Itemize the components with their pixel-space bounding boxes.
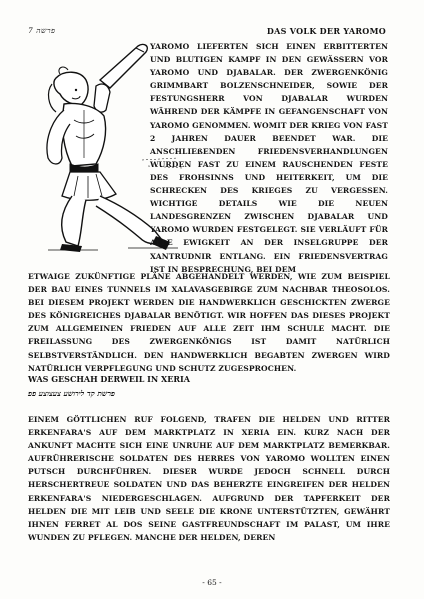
- page-header-title: DAS VOLK DER YAROMO: [266, 26, 386, 36]
- page-header-hebrew: פרשה 7: [28, 26, 56, 35]
- paragraph-intro: YAROMO LIEFERTEN SICH EINEN ERBITTERTEN UND BLUTIGEN KAMPF IN DEN GEWÄSSERN VOR YAROMO UND DJABALAR. DER ZWERGENKÖNIG GRIMMBART BOLZENSCHNEIDER, SOWIE DER FESTUNGSHERR VON DJABALAR WURDEN WÄHREND DER KÄMPFE IN GEFANGENSCHAFT VON YAROMO GENOMMEN. WOMIT DER KRIEG VON FAST 2 JAHREN DAUER BEENDET WAR. DIE ANSCHLIEßENDEN FRIEDENSVERHANDLUNGEN WURDEN FAST ZU EINEM RAUSCHENDEN FESTE DES FROHSINNS UND HEITERKEIT, UM DIE SCHRECKEN DES KRIEGES ZU VERGESSEN. WICHTIGE DETAILS WIE DIE NEUEN LANDESGRENZEN ZWISCHEN DJABALAR UND YAROMO WURDEN FESTGELEGT. SIE VERLÄUFT FÜR ALLE EWIGKEIT AN DER INSELGRUPPE DER XANTRUDNIR ENTLANG. EIN FRIEDENSVERTRAG IST IN BESPRECHUNG, BEI DEM: [150, 42, 388, 274]
- section-heading-hebrew: פרשת קד לירושע צעצוצע פפ: [28, 389, 115, 398]
- paragraph-xeria: EINEM GÖTTLICHEN RUF FOLGEND, TRAFEN DIE HELDEN UND RITTER ERKENFARA'S AUF DEM MARKTPLATZ IN XERIA EIN. KURZ NACH DER ANKUNFT MACHTE SICH EINE UNRUHE AUF DEM MARKTPLATZ BEMERKBAR. AUFRÜHRERISCHE SOLDATEN DES HERRES VON YAROMO WOLLTEN EINEN PUTSCH DURCHFÜHREN. DIESER WURDE JEDOCH SCHNELL DURCH HERSCHERTREUE SOLDATEN UND DAS BEHERZTE EINGREIFEN DER HELDEN ERKENFARA'S NIEDERGESCHLAGEN. AUFGRUND DER TAPFERKEIT DER HELDEN DIE MIT LEIB UND SEELE DIE KRONE UNTERSTÜTZTEN, GEWÄHRT IHNEN FERRET AL DOS SEINE GASTFREUNDSCHAFT IM PALAST, UM IHRE WUNDEN ZU PFLEGEN. MANCHE DER HELDEN, DEREN: [28, 415, 390, 542]
- section-heading: WAS GESCHAH DERWEIL IN XERIA: [28, 374, 190, 384]
- paragraph-treaty: ETWAIGE ZUKÜNFTIGE PLÄNE ABGEHANDELT WERDEN, WIE ZUM BEISPIEL DER BAU EINES TUNNELS IM XALAVASGEBIRGE ZUM NACHBAR THEOSOLOS. BEI DIESEM PROJEKT WERDEN DIE HANDWERKLICH GESCHICKTEN ZWERGE DES KÖNIGREICHES DJABALAR BENÖTIGT. WIR HOFFEN DAS DIESES PROJEKT ZUM ALLGEMEINEN FRIEDEN AUF ALLE ZEIT IHM SCHULE MACHT. DIE FREILASSUNG DES ZWERGENKÖNIGS IST DAMIT NATÜRLICH SELBSTVERSTÄNDLICH. DEN HANDWERKLICH BEGABTEN ZWERGEN WIRD NATÜRLICH VERPFLEGUNG UND SCHUTZ ZUGESPROCHEN.: [28, 272, 390, 373]
- page-number: - 65 -: [202, 578, 222, 587]
